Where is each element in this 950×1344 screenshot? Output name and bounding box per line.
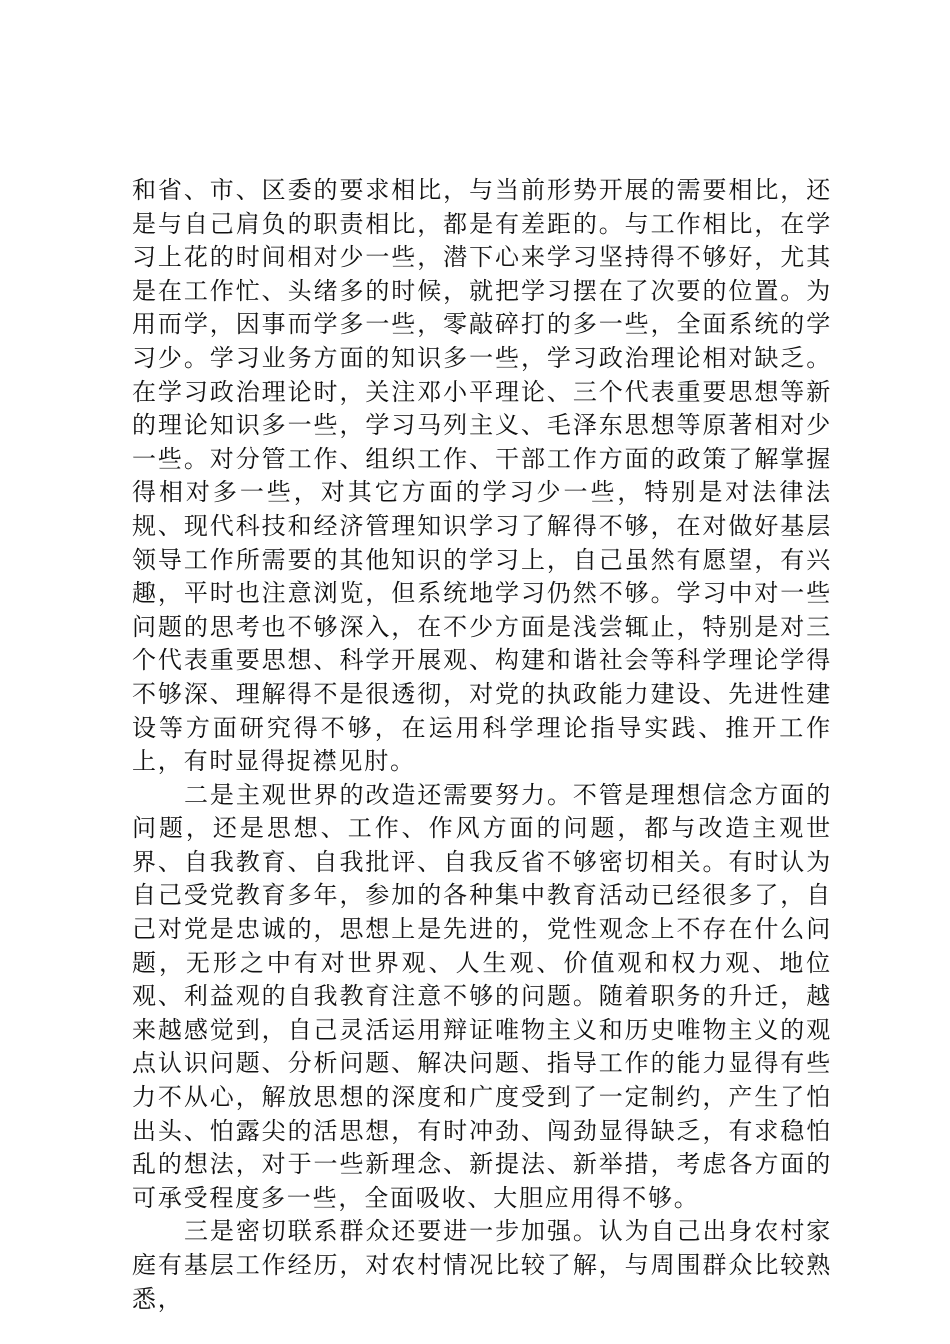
paragraph-subjective-world: 二是主观世界的改造还需要努力。不管是理想信念方面的问题，还是思想、工作、作风方面的问题，都与改造主观世界、自我教育、自我批评、自我反省不够密切相关。有时认为自己受党教育多年，参加的各种集中教育活动已经很多了，自己对党是忠诚的，思想上是先进的，党性观念上不存在什么问题，无形之中有对世界观、人生观、价值观和权力观、地位观、利益观的自我教育注意不够的问题。随着职务的升迁，越来越感觉到，自己灵活运用辩证唯物主义和历史唯物主义的观点认识问题、分析问题、解决问题、指导工作的能力显得有些力不从心，解放思想的深度和广度受到了一定制约，产生了怕出头、怕露尖的活思想，有时冲劲、闯劲显得缺乏，有求稳怕乱的想法，对于一些新理念、新提法、新举措，考虑各方面的可承受程度多一些，全面吸收、大胆应用得不够。 [132, 780, 832, 1212]
paragraph-learning-gap: 和省、市、区委的要求相比，与当前形势开展的需要相比，还是与自己肩负的职责相比，都是有差距的。与工作相比，在学习上花的时间相对少一些，潜下心来学习坚持得不够好，尤其是在工作忙、头绪多的时候，就把学习摆在了次要的位置。为用而学，因事而学多一些，零敲碎打的多一些，全面系统的学习少。学习业务方面的知识多一些，学习政治理论相对缺乏。在学习政治理论时，关注邓小平理论、三个代表重要思想等新的理论知识多一些，学习马列主义、毛泽东思想等原著相对少一些。对分管工作、组织工作、干部工作方面的政策了解掌握得相对多一些，对其它方面的学习少一些，特别是对法律法规、现代科技和经济管理知识学习了解得不够，在对做好基层领导工作所需要的其他知识的学习上，自己虽然有愿望，有兴趣，平时也注意浏览，但系统地学习仍然不够。学习中对一些问题的思考也不够深入，在不少方面是浅尝辄止，特别是对三个代表重要思想、科学开展观、构建和谐社会等科学理论学得不够深、理解得不是很透彻，对党的执政能力建设、先进性建设等方面研究得不够，在运用科学理论指导实践、推开工作上，有时显得捉襟见肘。 [132, 176, 832, 776]
document-body [132, 174, 832, 1316]
paragraph-mass-contact: 三是密切联系群众还要进一步加强。认为自己出身农村家庭有基层工作经历，对农村情况比较了解，与周围群众比较熟悉， [132, 1217, 832, 1313]
